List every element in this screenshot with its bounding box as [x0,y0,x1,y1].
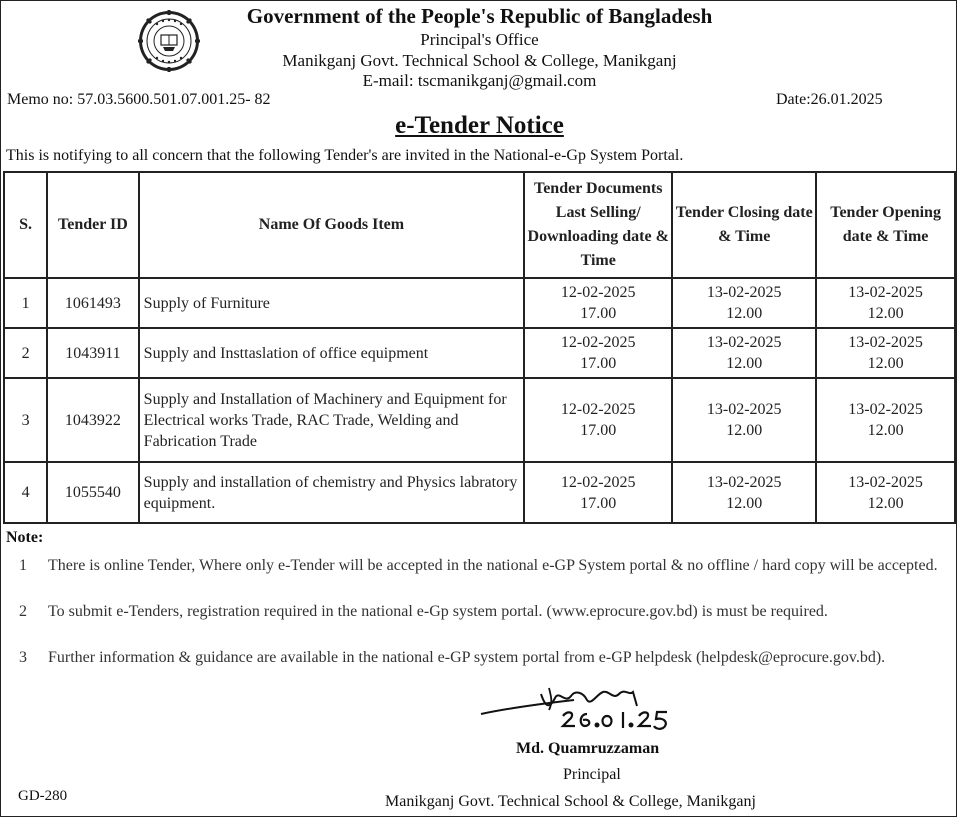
cell-closing [672,278,816,328]
signatory-title: Principal [563,766,621,783]
closing-date: 13-02-2025 [706,334,782,351]
notice-title: e-Tender Notice [395,112,564,139]
last-selling-time: 17.00 [580,494,617,512]
col-header-closing: Tender Closing date & Time [672,172,816,278]
opening-time: 12.00 [867,305,904,322]
closing-time: 12.00 [726,494,763,512]
col-header-last-selling: Tender Documents Last Selling/ Downloading date & Time [524,172,672,278]
intro-text: This is notifying to all concern that the following Tender's are invited in the National-e-Gp System Portal. [6,147,684,164]
cell-closing [672,328,816,378]
opening-date: 13-02-2025 [848,334,923,351]
signatory-office: Manikganj Govt. Technical School & College, Manikganj [385,793,756,810]
table-row [4,462,955,523]
note-number: 3 [19,649,27,666]
cell-serial: 2 [4,328,47,378]
header-school: Manikganj Govt. Technical School & College, Manikganj [282,51,677,70]
header-title: Government of the People's Republic of Bangladesh [246,4,713,28]
footer-code: GD-280 [18,788,68,804]
cell-tender-id: 1043911 [47,328,139,378]
cell-opening [816,328,955,378]
last-selling-time: 17.00 [580,305,617,322]
cell-item: Supply and Installation of Machinery and Equipment for Electrical works Trade, RAC Trade, Welding and Fabrication Trade [139,378,525,462]
header-office: Principal's Office [420,30,539,49]
cell-opening [816,378,955,462]
cell-last-selling [524,328,672,378]
last-selling-time: 17.00 [580,355,617,372]
table-row [4,378,955,462]
signatory-name: Md. Quamruzzaman [516,740,660,757]
note-text: To submit e-Tenders, registration required in the national e-Gp system portal. (www.eprocure.gov.bd) is must be required. [48,603,828,620]
last-selling-date: 12-02-2025 [560,473,636,491]
opening-date: 13-02-2025 [848,284,923,301]
cell-item: Supply of Furniture [139,278,525,328]
last-selling-time: 17.00 [580,422,617,439]
note-number: 2 [19,603,27,620]
last-selling-date: 12-02-2025 [560,334,636,351]
tender-table [3,171,956,524]
cell-last-selling [524,378,672,462]
table-row [4,278,955,328]
last-selling-date: 12-02-2025 [560,284,636,301]
cell-tender-id: 1061493 [47,278,139,328]
cell-serial: 4 [4,462,47,523]
closing-time: 12.00 [726,422,763,439]
cell-tender-id: 1043922 [47,378,139,462]
note-text: There is online Tender, Where only e-Tender will be accepted in the national e-GP System portal & no offline / hard copy will be accepted. [48,557,938,574]
note-text: Further information & guidance are available in the national e-GP system portal from e-GP helpdesk (helpdesk@eprocure.gov.bd). [48,649,886,666]
closing-date: 13-02-2025 [706,473,782,491]
header-email: E-mail: tscmanikganj@gmail.com [362,71,597,90]
cell-opening [816,462,955,523]
memo-number: Memo no: 57.03.5600.501.07.001.25- 82 [7,91,271,108]
col-header-opening: Tender Opening date & Time [816,172,955,278]
handwritten-signature [479,684,704,734]
cell-closing [672,462,816,523]
cell-closing [672,378,816,462]
cell-tender-id: 1055540 [47,462,139,523]
table-row [4,328,955,378]
closing-time: 12.00 [726,305,763,322]
cell-serial: 3 [4,378,47,462]
cell-last-selling [524,278,672,328]
cell-serial: 1 [4,278,47,328]
last-selling-date: 12-02-2025 [560,401,636,418]
opening-time: 12.00 [867,494,904,512]
col-header-tender-id: Tender ID [47,172,139,278]
closing-date: 13-02-2025 [706,284,782,301]
note-number: 1 [19,557,27,574]
notes-heading: Note: [6,529,44,546]
opening-date: 13-02-2025 [848,473,923,491]
cell-last-selling [524,462,672,523]
table-header-row [4,172,955,278]
closing-time: 12.00 [726,355,763,372]
opening-date: 13-02-2025 [848,401,923,418]
cell-item: Supply and installation of chemistry and Physics labratory equipment. [139,462,525,523]
col-header-serial: S. [4,172,47,278]
cell-opening [816,278,955,328]
cell-item: Supply and Insttaslation of office equipment [139,328,525,378]
closing-date: 13-02-2025 [706,401,782,418]
col-header-item: Name Of Goods Item [139,172,525,278]
opening-time: 12.00 [867,422,904,439]
notice-date: Date:26.01.2025 [776,91,883,108]
opening-time: 12.00 [867,355,904,372]
